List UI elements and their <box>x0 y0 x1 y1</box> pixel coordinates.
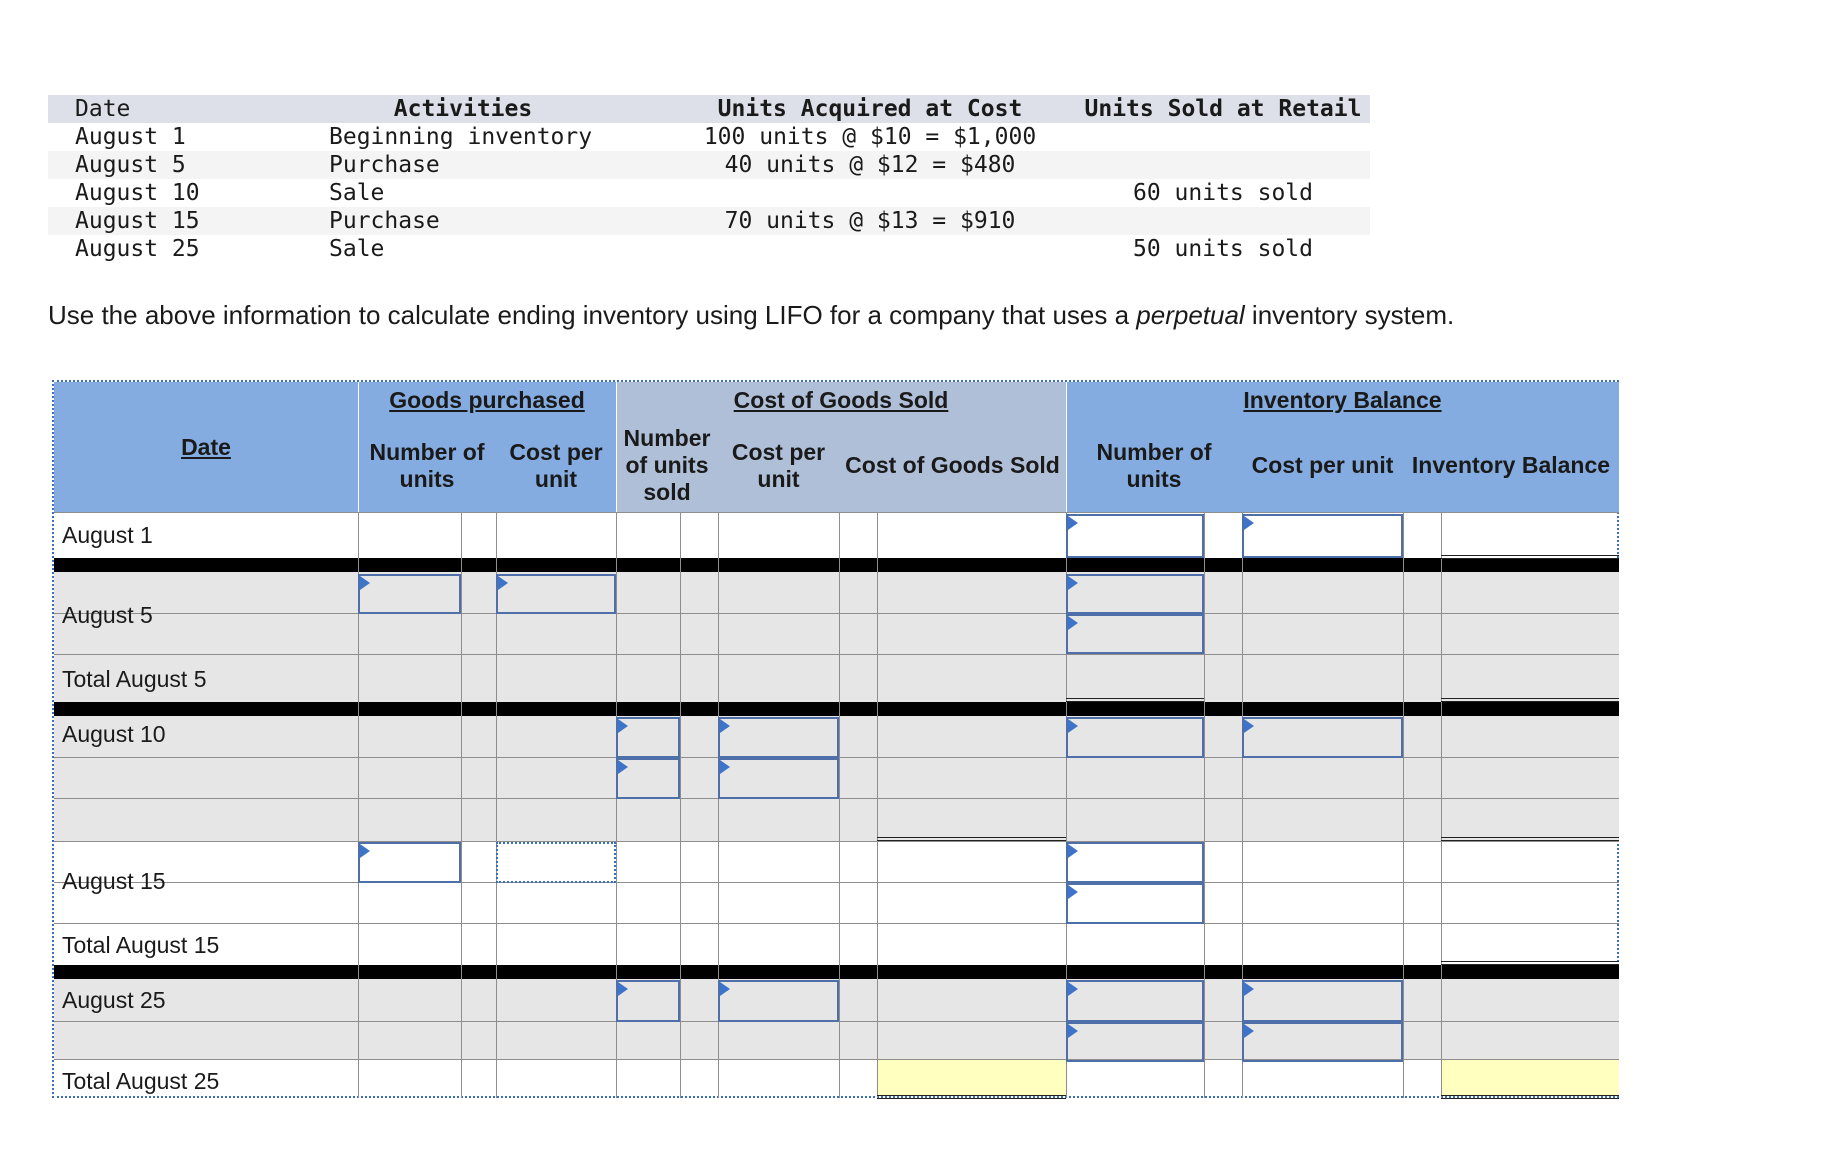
grid-line <box>54 613 1619 614</box>
col-header-date-text: Date <box>181 433 231 460</box>
row-activity: Purchase <box>329 152 440 178</box>
input-aug25-inv-cost-2[interactable] <box>1242 1022 1403 1062</box>
double-underline <box>1441 698 1619 702</box>
double-underline <box>1441 837 1619 841</box>
col-header-gp-cost: Cost per unit <box>496 419 616 512</box>
header-divider <box>1066 382 1067 512</box>
row-activity: Beginning inventory <box>329 124 593 150</box>
row-date: August 25 <box>75 236 200 262</box>
lifo-worksheet <box>52 380 1619 1098</box>
grid-line <box>461 512 462 1098</box>
grid-line <box>1204 512 1205 1098</box>
row-label-august-1: August 1 <box>62 522 153 548</box>
row-acquired: 70 units @ $13 = $910 <box>724 208 1016 234</box>
double-underline <box>1441 1095 1619 1099</box>
double-underline <box>877 837 1066 841</box>
instruction-before: Use the above information to calculate ending inventory using LIFO for a company that uses a <box>48 300 1137 330</box>
row-acquired: 100 units @ $10 = $1,000 <box>703 124 1037 150</box>
double-underline <box>1441 555 1619 559</box>
row-label-total-august-15: Total August 15 <box>62 932 220 958</box>
group-goods-purchased-text: Goods purchased <box>389 387 585 413</box>
row-activity: Purchase <box>329 208 440 234</box>
instruction-text <box>48 300 1454 331</box>
grid-line <box>877 512 878 1098</box>
double-underline <box>1066 698 1204 702</box>
input-aug10-inv-cost[interactable] <box>1242 717 1403 758</box>
grid-line <box>54 923 1619 924</box>
header-units-sold: Units Sold at Retail <box>1084 96 1362 122</box>
group-header-goods-purchased <box>358 382 616 419</box>
input-aug5-inv-units-1[interactable] <box>1066 574 1204 614</box>
double-underline <box>877 1095 1066 1099</box>
row-date: August 5 <box>75 152 186 178</box>
section-separator <box>54 558 1619 572</box>
grid-line <box>54 841 1619 842</box>
input-aug25-cogs-units[interactable] <box>616 980 680 1022</box>
total-inventory-aug25-cell[interactable] <box>1442 1060 1619 1096</box>
double-underline <box>1441 961 1619 965</box>
col-header-inv-units: Number of units <box>1066 419 1242 512</box>
col-header-inv-cost: Cost per unit <box>1242 419 1403 512</box>
input-aug25-inv-units-2[interactable] <box>1066 1022 1204 1062</box>
input-aug5-inv-units-2[interactable] <box>1066 614 1204 654</box>
grid-line <box>1441 512 1442 1098</box>
input-aug25-inv-units-1[interactable] <box>1066 980 1204 1022</box>
input-aug15-gp-units[interactable] <box>358 842 461 883</box>
row-sold: 60 units sold <box>1132 180 1313 206</box>
row-date: August 15 <box>75 208 200 234</box>
group-inventory-text: Inventory Balance <box>1243 387 1442 413</box>
row-activity: Sale <box>329 236 385 262</box>
input-aug5-gp-units[interactable] <box>358 574 461 614</box>
instruction-after: inventory system. <box>1244 300 1455 330</box>
col-header-cogs-units: Number of units sold <box>616 419 718 512</box>
input-aug10-inv-units[interactable] <box>1066 717 1204 758</box>
input-aug1-inv-units[interactable] <box>1066 514 1204 558</box>
input-aug15-inv-units-1[interactable] <box>1066 842 1204 883</box>
transaction-row <box>48 207 1370 235</box>
input-aug25-cogs-cost[interactable] <box>718 980 839 1022</box>
input-aug15-gp-cost[interactable] <box>496 842 616 883</box>
transactions-table <box>48 95 1370 263</box>
total-cogs-aug25-cell[interactable] <box>878 1060 1066 1096</box>
grid-line <box>54 654 1619 655</box>
input-aug5-gp-cost[interactable] <box>496 574 616 614</box>
group-cogs-text: Cost of Goods Sold <box>733 387 949 413</box>
row-label-august-5: August 5 <box>62 602 153 628</box>
grid-line <box>54 882 1619 883</box>
col-header-gp-units: Number of units <box>358 419 496 512</box>
input-aug10-cogs-cost-2[interactable] <box>718 758 839 799</box>
header-units-acquired: Units Acquired at Cost <box>717 96 1023 122</box>
grid-line <box>839 512 840 1098</box>
transaction-row <box>48 235 1370 263</box>
row-label-august-15: August 15 <box>62 868 166 894</box>
input-aug10-cogs-units-2[interactable] <box>616 758 680 799</box>
row-date: August 10 <box>75 180 200 206</box>
transaction-row <box>48 123 1370 151</box>
row-activity: Sale <box>329 180 385 206</box>
grid-line <box>54 512 1619 513</box>
row-sold: 50 units sold <box>1132 236 1313 262</box>
header-activities: Activities <box>393 96 533 122</box>
input-aug15-inv-units-2[interactable] <box>1066 883 1204 924</box>
transactions-header-row <box>48 95 1370 123</box>
row-label-august-25: August 25 <box>62 987 166 1013</box>
group-header-cogs <box>616 382 1066 419</box>
section-separator <box>54 965 1619 979</box>
row-date: August 1 <box>75 124 186 150</box>
row-label-total-august-5: Total August 5 <box>62 666 207 692</box>
header-divider <box>616 382 617 512</box>
band-august-5 <box>54 572 1619 702</box>
col-header-inv-total: Inventory Balance <box>1403 419 1619 512</box>
col-header-cogs-total: Cost of Goods Sold <box>839 419 1066 512</box>
instruction-emphasis: perpetual <box>1136 300 1245 330</box>
col-header-cogs-cost: Cost per unit <box>718 419 839 512</box>
header-date: Date <box>75 96 131 122</box>
row-acquired: 40 units @ $12 = $480 <box>724 152 1016 178</box>
row-label-august-10: August 10 <box>62 721 166 747</box>
section-separator <box>54 702 1619 716</box>
group-header-inventory <box>1066 382 1619 419</box>
header-divider <box>358 382 359 512</box>
transaction-row <box>48 151 1370 179</box>
col-header-date <box>54 382 358 512</box>
grid-line <box>1403 512 1404 1098</box>
transaction-row <box>48 179 1370 207</box>
input-aug25-inv-cost-1[interactable] <box>1242 980 1403 1022</box>
grid-line <box>680 512 681 1098</box>
input-aug1-inv-cost[interactable] <box>1242 514 1403 558</box>
input-aug10-cogs-cost-1[interactable] <box>718 717 839 758</box>
row-label-total-august-25: Total August 25 <box>62 1068 220 1094</box>
input-aug10-cogs-units-1[interactable] <box>616 717 680 758</box>
